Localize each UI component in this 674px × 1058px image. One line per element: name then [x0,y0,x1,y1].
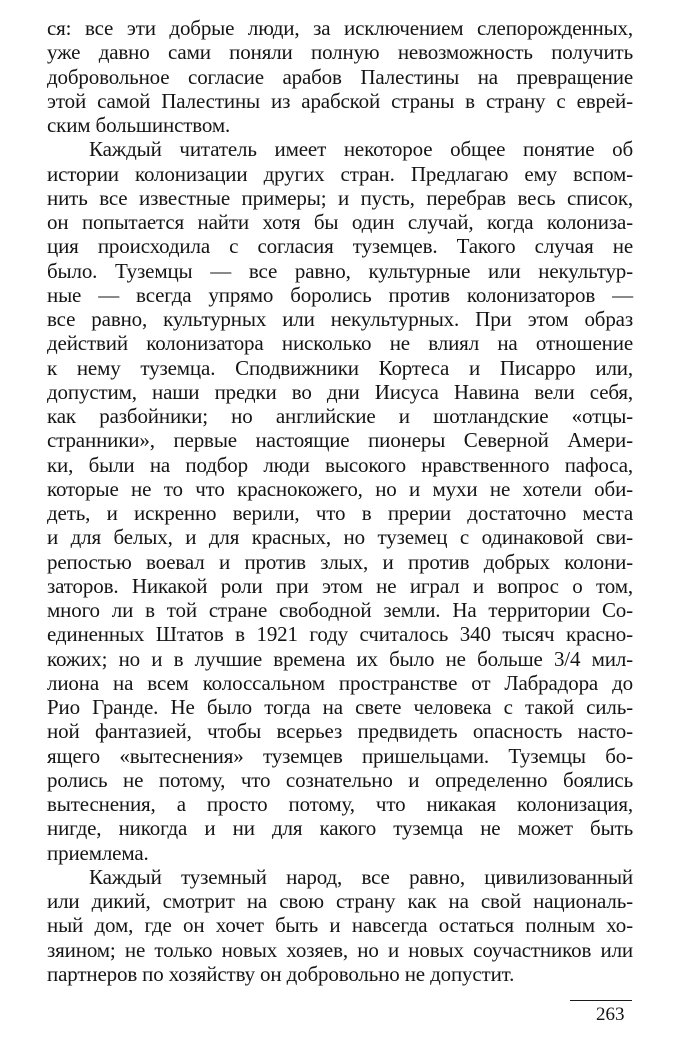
text-line: репостью воевал и против злых, и против добрых колони- [47,549,633,574]
text-line: ским большинством. [47,113,231,137]
text-line: все равно, культурных или некультурных. При этом образ [47,307,633,331]
text-line: много ли в той стране свободной земли. На территории Со- [47,598,633,622]
text-line: и для белых, и для красных, но туземец с одинаковой сви- [47,525,633,550]
text-line: как разбойники; но английские и шотландские «отцы- [47,404,633,428]
text-line: лиона на всем колоссальном пространстве от Лабрадора до [47,670,633,695]
text-line: ной фантазией, чтобы всерьез предвидеть опасность насто- [47,719,633,744]
text-line: было. Туземцы — все равно, культурные или некультур- [47,258,633,283]
paragraph [47,16,633,137]
text-line: единенных Штатов в 1921 году считалось 340 тысяч красно- [47,622,633,647]
text-line: странники», первые настоящие пионеры Северной Амери- [47,428,633,453]
text-line: ролись не потому, что сознательно и определенно боялись [47,767,633,792]
text-line: ные — всегда упрямо боролись против колонизаторов — [47,282,633,307]
page-body [47,16,633,986]
text-line: действий колонизатора нисколько не влиял на отношение [47,331,633,356]
text-line: которые не то что краснокожего, но и мухи не хотели оби- [47,476,633,501]
text-line: приемлема. [47,840,149,865]
text-line: истории колонизации других стран. Предлагаю ему вспом- [47,161,633,186]
page-number: 263 [596,1004,625,1025]
text-line: к нему туземца. Сподвижники Кортеса и Писарро или, [47,355,633,380]
text-line: уже давно сами поняли полную невозможность получить [47,40,633,65]
text-line: Рио Гранде. Не было тогда на свете человека с такой силь- [47,695,633,719]
text-line: или дикий, смотрит на свою страну как на свой националь- [47,889,633,913]
footer-rule [570,1000,632,1001]
text-line: партнеров по хозяйству он добровольно не допустит. [47,961,515,986]
text-line: ящего «вытеснения» туземцев пришельцами. Туземцы бо- [47,743,633,768]
text-line: ки, были на подбор люди высокого нравственного пафоса, [47,452,633,477]
text-line: Каждый читатель имеет некоторое общее понятие об [89,137,633,162]
text-line: заторов. Никакой роли при этом не играл и вопрос о том, [47,573,633,598]
text-line: допустим, наши предки во дни Иисуса Навина вели себя, [47,379,633,404]
text-line: Каждый туземный народ, все равно, цивилизованный [89,864,633,889]
text-line: ция происходила с согласия туземцев. Такого случая не [47,234,633,259]
text-line: деть, и искренно верили, что в прерии достаточно места [47,501,633,525]
text-line: добровольное согласие арабов Палестины на превращение [47,64,633,89]
paragraph [47,865,633,986]
text-line: ся: все эти добрые люди, за исключением слепорожденных, [47,16,633,40]
text-line: этой самой Палестины из арабской страны в страну с еврей- [47,88,633,113]
text-line: он попытается найти хотя бы один случай, когда колониза- [47,210,633,234]
text-line: ный дом, где он хочет быть и навсегда остаться полным хо- [47,913,633,938]
text-line: нигде, никогда и ни для какого туземца не может быть [47,816,633,841]
text-line: вытеснения, а просто потому, что никакая колонизация, [47,792,633,816]
paragraph [47,137,633,865]
text-line: зяином; не только новых хозяев, но и новых соучастников или [47,937,633,962]
text-line: нить все известные примеры; и пусть, перебрав весь список, [47,185,633,210]
text-line: кожих; но и в лучшие времена их было не больше 3/4 мил- [47,646,633,671]
